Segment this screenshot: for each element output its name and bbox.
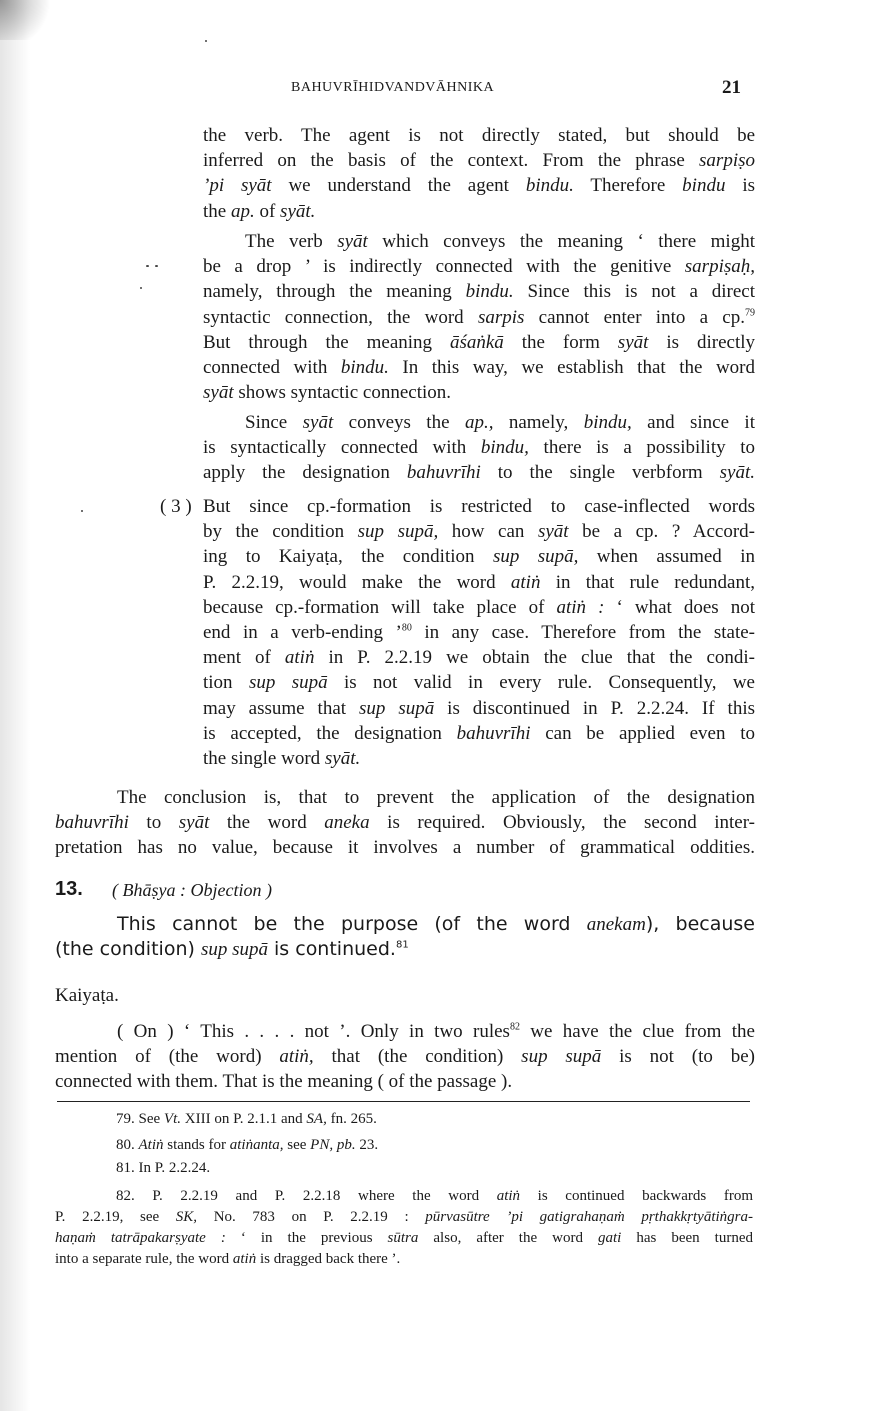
text-line: ing to Kaiyaṭa, the condition sup supā, when assumed in	[203, 546, 755, 568]
running-header-title: BAHUVRĪHIDVANDVĀHNIKA	[291, 80, 495, 95]
text-line: by the condition sup supā, how can syāt be a cp. ? Accord-	[203, 521, 755, 543]
section-number: 13.	[55, 878, 83, 900]
text-line: ment of atiṅ in P. 2.2.19 we obtain the clue that the condi-	[203, 647, 755, 669]
text-line: apply the designation bahuvrīhi to the single verbform syāt.	[203, 462, 755, 484]
text-line: be a drop ’ is indirectly connected with the genitive sarpiṣaḥ,	[203, 256, 755, 278]
footnote-80: 80. Atiṅ stands for atiṅanta, see PN, pb. 23.	[116, 1137, 379, 1153]
text-line: connected with them. That is the meaning ( of the passage ).	[55, 1071, 513, 1093]
kaiyata-paragraph	[55, 1019, 755, 1095]
text-line: P. 2.2.19, see SK, No. 783 on P. 2.2.19 : pūrvasūtre ’pi gatigrahaṇaṁ pṛthakkṛtyātiṅgra-	[55, 1209, 753, 1225]
scan-corner-shadow	[0, 0, 60, 40]
text-line: haṇaṁ tatrāpakarṣyate : ‘ in the previous sūtra also, after the word gati has been turned	[55, 1230, 753, 1246]
text-line: is syntactically connected with bindu, there is a possibility to	[203, 437, 755, 459]
text-line: bahuvrīhi to syāt the word aneka is required. Obviously, the second inter-	[55, 812, 756, 834]
text-line: Since syāt conveys the ap., namely, bindu, and since it	[245, 412, 755, 433]
text-line: is accepted, the designation bahuvrīhi can be applied even to	[203, 722, 755, 744]
text-line: may assume that sup supā is discontinued in P. 2.2.24. If this	[203, 697, 755, 719]
section-label: ( Bhāṣya : Objection )	[112, 880, 272, 900]
paragraph-conclusion	[55, 785, 755, 861]
text-line: But through the meaning āśaṅkā the form syāt is directly	[203, 331, 755, 353]
scan-speck	[155, 265, 158, 267]
scan-speck	[146, 265, 149, 267]
text-line: into a separate rule, the word atiṅ is dragged back there ’.	[55, 1251, 401, 1267]
text-line: syntactic connection, the word sarpis cannot enter into a cp.$^{79}$	[203, 306, 755, 328]
text-line: inferred on the basis of the context. From the phrase sarpiṣo	[203, 150, 755, 172]
footnote-ref-82: 82	[509, 1021, 520, 1033]
text-line: The verb syāt which conveys the meaning ‘ there might	[245, 231, 755, 252]
footnote-ref-80: 80	[401, 622, 412, 634]
text-line: (the condition) sup supā is continued.$^{81}$	[55, 938, 409, 961]
kaiyata-heading: Kaiyaṭa.	[55, 985, 119, 1006]
paragraph-1	[203, 123, 755, 224]
text-line: The conclusion is, that to prevent the application of the designation	[117, 787, 755, 808]
footnote-ref-79: 79	[745, 307, 755, 319]
page-number: 21	[722, 77, 741, 98]
text-line: because cp.-formation will take place of atiṅ : ‘ what does not	[203, 596, 755, 618]
text-line: the verb. The agent is not directly stated, but should be	[203, 125, 755, 146]
text-line: the ap. of syāt.	[203, 200, 316, 222]
text-line: ( On ) ‘ This . . . . not ’. Only in two rules$^{82}$ we have the clue from the	[117, 1021, 755, 1042]
text-line: pretation has no value, because it involves a number of grammatical oddities.	[55, 837, 755, 859]
paragraph-4	[203, 494, 755, 771]
text-line: But since cp.-formation is restricted to case-inflected words	[203, 496, 755, 517]
text-line: the single word syāt.	[203, 748, 361, 770]
paragraph-2	[203, 229, 755, 405]
text-line: connected with bindu. In this way, we establish that the word	[203, 357, 755, 379]
scan-speck	[205, 40, 207, 42]
text-line: P. 2.2.19, would make the word atiṅ in that rule redundant,	[203, 571, 755, 593]
text-line: syāt shows syntactic connection.	[203, 382, 452, 404]
text-line: end in a verb-ending ’$^{80}$ in any case. Therefore from the state-	[203, 622, 755, 644]
footnote-79: 79. See Vt. XIII on P. 2.1.1 and SA, fn. 265.	[116, 1111, 377, 1127]
scan-speck	[81, 510, 83, 512]
footnote-82	[55, 1186, 753, 1270]
footnote-divider	[57, 1101, 750, 1102]
bhasya-translation	[55, 912, 755, 962]
text-line: This cannot be the purpose (of the word anekam), because	[117, 913, 755, 935]
text-line: mention of (the word) atiṅ, that (the condition) sup supā is not (to be)	[55, 1046, 755, 1068]
text-line: namely, through the meaning bindu. Since this is not a direct	[203, 281, 755, 303]
paragraph-3	[203, 410, 755, 486]
footnote-81: 81. In P. 2.2.24.	[116, 1160, 211, 1176]
text-line: 82. P. 2.2.19 and P. 2.2.18 where the word atiṅ is continued backwards from	[116, 1188, 753, 1204]
scan-shadow-edge	[0, 0, 30, 1411]
text-line: tion sup supā is not valid in every rule. Consequently, we	[203, 672, 755, 694]
footnote-ref-81: 81	[395, 939, 409, 951]
point-number: ( 3 )	[160, 496, 192, 517]
text-line: ’pi syāt we understand the agent bindu. Therefore bindu is	[203, 175, 755, 197]
scan-speck	[140, 287, 142, 289]
